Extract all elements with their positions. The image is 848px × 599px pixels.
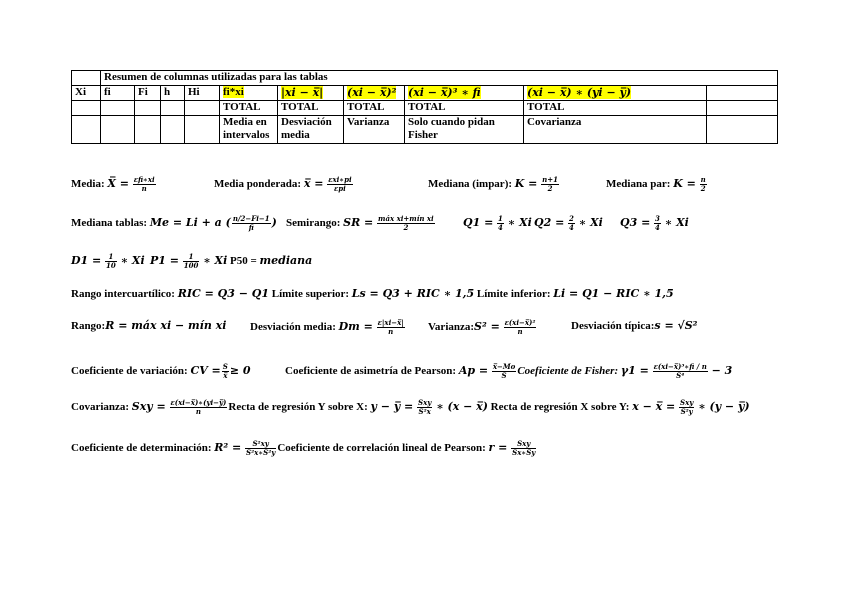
q1-lhs: Q1 = <box>463 216 494 230</box>
ponderada-lhs: x̅ = <box>303 177 324 191</box>
q1-fraction <box>497 215 504 232</box>
table-cell: Solo cuando pidan Fisher <box>405 116 524 144</box>
table-header <box>707 86 778 101</box>
media-fraction <box>133 176 156 193</box>
mediana-tablas-label: Mediana tablas: <box>71 217 148 230</box>
q3-numerator: 3 <box>655 214 660 223</box>
var-denominator: n <box>517 327 523 336</box>
pearson-asim-numerator: x̅−Mo <box>492 362 516 371</box>
cv-lhs: CV = <box>190 364 221 378</box>
corr-numerator: Sxy <box>511 440 536 449</box>
corr-lhs: r = <box>488 441 508 455</box>
q1-rhs: ∗ Xi <box>507 216 532 230</box>
d1-fraction <box>105 253 117 270</box>
q3-rhs: ∗ Xi <box>664 216 689 230</box>
var-lhs: S² = <box>474 320 500 334</box>
det-label: Coeficiente de determinación: <box>71 442 212 455</box>
formula-covarianza <box>71 399 750 416</box>
li-label: Límite inferior: <box>476 288 551 300</box>
var-label: Varianza: <box>428 321 475 334</box>
p1-lhs: P1 = <box>150 254 179 268</box>
p1-fraction <box>183 253 200 270</box>
mediana-par-numerator: n <box>700 175 706 184</box>
cv-label: Coeficiente de variación: <box>71 365 188 378</box>
regxy-label: Recta de regresión X sobre Y: <box>490 401 630 414</box>
cov-fraction <box>170 399 228 416</box>
dm-lhs: Dm = <box>338 320 373 334</box>
formula-q1 <box>463 215 532 232</box>
formula-mediana-impar <box>428 176 560 193</box>
ls-label: Límite superior: <box>271 288 350 300</box>
d1-denominator: 10 <box>106 261 116 270</box>
dm-label: Desviación media: <box>250 321 336 334</box>
table-header-label: (xi − x̅)² <box>347 86 397 99</box>
p1-rhs: ∗ Xi <box>203 254 228 268</box>
cov-lhs: Sxy = <box>131 400 166 414</box>
det-denominator: S²x∗S²y <box>246 448 276 457</box>
table-header-label: (xi − x̅) ∗ (yi − y̅) <box>527 86 632 99</box>
rango-expr: R = máx xi − mín xi <box>105 319 227 332</box>
q2-lhs: Q2 = <box>534 216 565 230</box>
table-cell: Desviación media <box>278 116 344 144</box>
fisher-lhs: γ1 = <box>620 364 649 378</box>
q2-rhs: ∗ Xi <box>578 216 603 230</box>
table-cell: Covarianza <box>524 116 707 144</box>
table-cell: TOTAL <box>344 101 405 116</box>
corr-label: Coeficiente de correlación lineal de Pearson: <box>277 442 486 455</box>
formula-desviacion-tipica <box>571 319 697 333</box>
fisher-fraction <box>653 363 708 380</box>
table-header: fi <box>101 86 135 101</box>
regxy-rhs: ∗ (y − y̅) <box>698 400 750 414</box>
cov-numerator: ε(xi−x̅)∗(yi−y̅) <box>170 398 227 407</box>
table-row <box>72 101 778 116</box>
li-expr: Li = Q1 − RIC ∗ 1,5 <box>553 287 674 300</box>
cov-label: Covarianza: <box>71 401 130 414</box>
formula-line-media <box>71 176 157 193</box>
mediana-par-fraction <box>700 176 707 193</box>
cv-rhs: ≥ 0 <box>229 364 251 378</box>
q3-denominator: 4 <box>655 223 660 232</box>
tipica-label: Desviación típica: <box>571 320 655 332</box>
det-fraction <box>245 440 276 457</box>
cov-denominator: n <box>195 407 201 416</box>
regxy-denominator: S²y <box>680 407 693 416</box>
dm-numerator: ε|xi−x̅| <box>377 318 404 327</box>
formula-media-ponderada <box>214 176 354 193</box>
table-header: Fi <box>135 86 161 101</box>
mediana-par-label: Mediana par: <box>606 178 671 191</box>
q1-numerator: 1 <box>498 214 503 223</box>
table-header <box>405 86 524 101</box>
mediana-tablas-close: ) <box>271 216 277 230</box>
fisher-denominator: S⁴ <box>676 371 685 380</box>
semirango-lhs: SR = <box>343 216 374 230</box>
formula-mediana-par <box>606 176 708 193</box>
ric-label: Rango intercuartílico: <box>71 288 175 300</box>
table-header: Hi <box>185 86 220 101</box>
table-header-label: (xi − x̅)³ ∗ fi <box>408 86 481 99</box>
q2-fraction <box>568 215 575 232</box>
media-denominator: n <box>141 184 147 193</box>
ponderada-numerator: εxi∗pi <box>328 175 352 184</box>
d1-rhs: ∗ Xi <box>120 254 145 268</box>
formula-q3 <box>620 215 689 232</box>
table-row <box>72 116 778 144</box>
pearson-asim-label: Coeficiente de asimetría de Pearson: <box>285 365 457 378</box>
media-label: Media: <box>71 178 105 191</box>
table-title: Resumen de columnas utilizadas para las tablas <box>101 71 778 86</box>
regxy-numerator: Sxy <box>680 398 694 407</box>
formula-cv <box>71 363 251 380</box>
table-cell: TOTAL <box>220 101 278 116</box>
formula-semirango <box>286 215 436 232</box>
cv-numerator: S <box>222 362 228 371</box>
fisher-label: Coeficiente de Fisher: <box>517 365 619 378</box>
table-header-label: fi*xi <box>223 86 244 98</box>
table-header <box>344 86 405 101</box>
formula-asimetria-fisher <box>285 363 732 380</box>
tipica-expr: s = √S² <box>654 319 698 332</box>
regyx-denominator: S²x <box>418 407 431 416</box>
mediana-par-lhs: K = <box>673 177 696 191</box>
rango-label: Rango: <box>71 320 106 332</box>
formula-mediana-tablas <box>71 215 277 232</box>
pearson-asim-denominator: S <box>501 371 507 380</box>
q3-fraction <box>654 215 661 232</box>
ric-expr: RIC = Q3 − Q1 <box>177 287 269 300</box>
corr-denominator: Sx∗Sy <box>512 448 536 457</box>
d1-numerator: 1 <box>105 253 117 262</box>
table-header <box>278 86 344 101</box>
semirango-denominator: 2 <box>403 223 409 232</box>
mediana-impar-numerator: n+1 <box>542 175 558 184</box>
table-cell: Varianza <box>344 116 405 144</box>
mediana-tablas-numerator: n/2−Fi−1 <box>232 214 270 223</box>
regyx-numerator: Sxy <box>418 398 432 407</box>
var-fraction <box>504 319 537 336</box>
q2-numerator: 2 <box>569 214 574 223</box>
formula-ric <box>71 287 674 301</box>
mediana-par-denominator: 2 <box>700 184 706 193</box>
mediana-impar-label: Mediana (impar): <box>428 178 513 191</box>
formula-q2 <box>534 215 603 232</box>
table-cell: TOTAL <box>524 101 707 116</box>
regyx-rhs: ∗ (x − x̅) <box>436 400 488 414</box>
formula-p1 <box>150 253 312 270</box>
q2-denominator: 4 <box>569 223 574 232</box>
formula-rango <box>71 319 226 333</box>
d1-lhs: D1 = <box>71 254 102 268</box>
table-cell: TOTAL <box>405 101 524 116</box>
formula-determinacion <box>71 440 537 457</box>
table-cell: Media en intervalos <box>220 116 278 144</box>
table-header-row <box>72 86 778 101</box>
mediana-impar-lhs: K = <box>514 177 538 191</box>
dm-fraction <box>377 319 405 336</box>
mediana-impar-fraction <box>541 176 559 193</box>
mediana-impar-denominator: 2 <box>547 184 553 193</box>
regxy-fraction <box>679 399 694 416</box>
det-numerator: S²xy <box>245 440 276 449</box>
table-header: Xi <box>72 86 101 101</box>
dm-denominator: n <box>388 327 394 336</box>
ponderada-denominator: εpi <box>334 184 346 193</box>
mediana-tablas-denominator: fi <box>248 223 254 232</box>
p50-rhs: mediana <box>259 254 313 268</box>
pearson-asim-lhs: Ap = <box>458 364 489 378</box>
table-header: h <box>161 86 185 101</box>
semirango-fraction <box>377 215 435 232</box>
q1-denominator: 4 <box>498 223 503 232</box>
fisher-numerator: ε(xi−x̅)³∗fi / n <box>653 362 707 371</box>
q3-lhs: Q3 = <box>620 216 651 230</box>
p1-numerator: 1 <box>183 253 200 262</box>
regyx-fraction <box>417 399 432 416</box>
fisher-rhs: − 3 <box>711 364 733 378</box>
regxy-lhs: x − x̅ = <box>632 400 676 414</box>
formula-desviacion-media <box>250 319 406 336</box>
table-header <box>220 86 278 101</box>
ponderada-label: Media ponderada: <box>214 178 302 191</box>
table-header-label: |xi − x̅| <box>281 86 324 99</box>
pearson-asim-fraction <box>492 363 516 380</box>
ls-expr: Ls = Q3 + RIC ∗ 1,5 <box>351 287 475 300</box>
p1-denominator: 100 <box>183 261 199 270</box>
var-numerator: ε(xi−x̅)² <box>504 318 536 327</box>
formula-varianza <box>428 319 537 336</box>
table-header <box>524 86 707 101</box>
ponderada-fraction <box>327 176 352 193</box>
cv-fraction <box>222 363 229 380</box>
formula-d1 <box>71 253 145 270</box>
mediana-tablas-lhs: Me = Li + a ( <box>149 216 231 230</box>
det-lhs: R² = <box>214 441 242 455</box>
table-cell: TOTAL <box>278 101 344 116</box>
p50-label: P50 = <box>230 255 257 268</box>
media-numerator: εfi∗xi <box>133 175 155 184</box>
cv-denominator: x̅ <box>223 371 228 380</box>
corr-fraction <box>511 440 536 457</box>
regyx-label: Recta de regresión Y sobre X: <box>228 401 368 414</box>
mediana-tablas-fraction <box>232 215 271 232</box>
semirango-numerator: máx xi+mín xi <box>378 214 434 223</box>
media-lhs: X̅ = <box>107 177 129 191</box>
semirango-label: Semirango: <box>286 217 341 230</box>
regyx-lhs: y − y̅ = <box>370 400 414 414</box>
summary-table <box>71 70 778 144</box>
